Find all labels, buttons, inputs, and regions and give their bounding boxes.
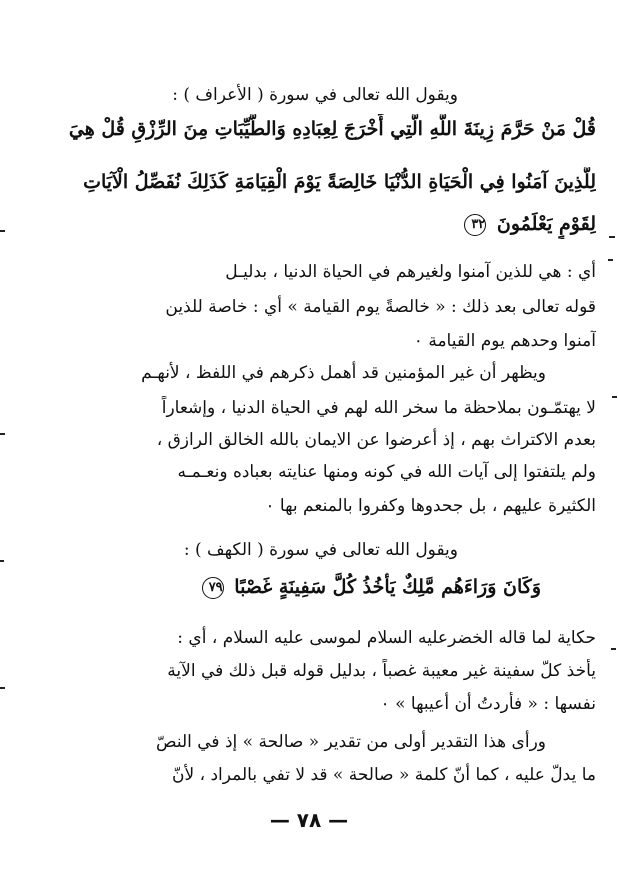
quran-verse-line: قُلْ مَنْ حَرَّمَ زِينَةَ اللَّهِ الَّتِي أَخْرَجَ لِعِبَادِهِ وَالطَّيِّبَاتِ مِنَ الرِّزْقِ قُلْ هِيَ xyxy=(68,118,596,140)
quran-verse-line-end xyxy=(22,209,596,239)
paragraph-line: أي : هي للذين آمنوا ولغيرهم في الحياة الدنيا ، بدليـل xyxy=(225,262,596,282)
page-number: — ٧٨ — xyxy=(269,808,349,832)
paragraph-line: حكاية لما قاله الخضرعليه السلام لموسى عليه السلام ، أي : xyxy=(177,628,596,648)
paragraph-line: يأخذ كلّ سفينة غير معيبة غصباً ، بدليل قوله قبل ذلك في الآية xyxy=(167,661,596,681)
paragraph-line: ولم يلتفتوا إلى آيات الله في كونه ومنها عنايته بعباده ونعـمـه xyxy=(177,462,596,482)
scan-margin-mark xyxy=(0,687,5,689)
quran-verse-line-end xyxy=(22,572,596,602)
ayah-number-marker: ٧٩ xyxy=(202,577,224,599)
quran-verse-text: لِقَوْمٍ يَعْلَمُونَ xyxy=(496,213,596,235)
verse-intro-line: ويقول الله تعالى في سورة ( الأعراف ) : xyxy=(172,85,458,105)
scan-margin-mark xyxy=(612,396,617,398)
ayah-number-marker: ٣٢ xyxy=(464,214,486,236)
scan-margin-mark xyxy=(0,560,4,562)
verse-intro-line: ويقول الله تعالى في سورة ( الكهف ) : xyxy=(183,540,458,560)
scan-margin-mark xyxy=(609,236,615,238)
scan-margin-mark xyxy=(608,259,613,261)
paragraph-line: الكثيرة عليهم ، بل جحدوها وكفروا بالمنعم بها ٠ xyxy=(265,496,596,516)
paragraph-line: بعدم الاكتراث بهم ، إذ أعرضوا عن الايمان بالله الخالق الرازق ، xyxy=(156,430,596,450)
paragraph-line: لا يهتمّـون بملاحظة ما سخر الله لهم في الحياة الدنيا ، وإشعاراً xyxy=(161,398,596,418)
scan-margin-mark xyxy=(0,433,5,435)
quran-verse-line: لِلَّذِينَ آمَنُوا فِي الْحَيَاةِ الدُّنْيَا خَالِصَةً يَوْمَ الْقِيَامَةِ كَذَلِكَ نُفَصِّلُ الْآيَاتِ xyxy=(83,171,596,193)
paragraph-line: ويظهر أن غير المؤمنين قد أهمل ذكرهم في اللفظ ، لأنهـم xyxy=(141,363,546,383)
paragraph-line: ما يدلّ عليه ، كما أنّ كلمة « صالحة » قد لا تفي بالمراد ، لأنّ xyxy=(171,765,596,785)
paragraph-line: آمنوا وحدهم يوم القيامة ٠ xyxy=(413,331,596,351)
paragraph-line: نفسها : « فأردتُ أن أعيبها » ٠ xyxy=(380,694,596,714)
paragraph-line: قوله تعالى بعد ذلك : « خالصةً يوم القيامة » أي : خاصة للذين xyxy=(165,297,596,317)
scan-margin-mark xyxy=(0,230,5,232)
scan-margin-mark xyxy=(611,648,616,650)
quran-verse-text: وَكَانَ وَرَاءَهُم مَّلِكٌ يَأْخُذُ كُلَّ سَفِينَةٍ غَصْبًا xyxy=(234,576,541,598)
paragraph-line: ورأى هذا التقدير أولى من تقدير « صالحة » إذ في النصّ xyxy=(156,732,546,752)
